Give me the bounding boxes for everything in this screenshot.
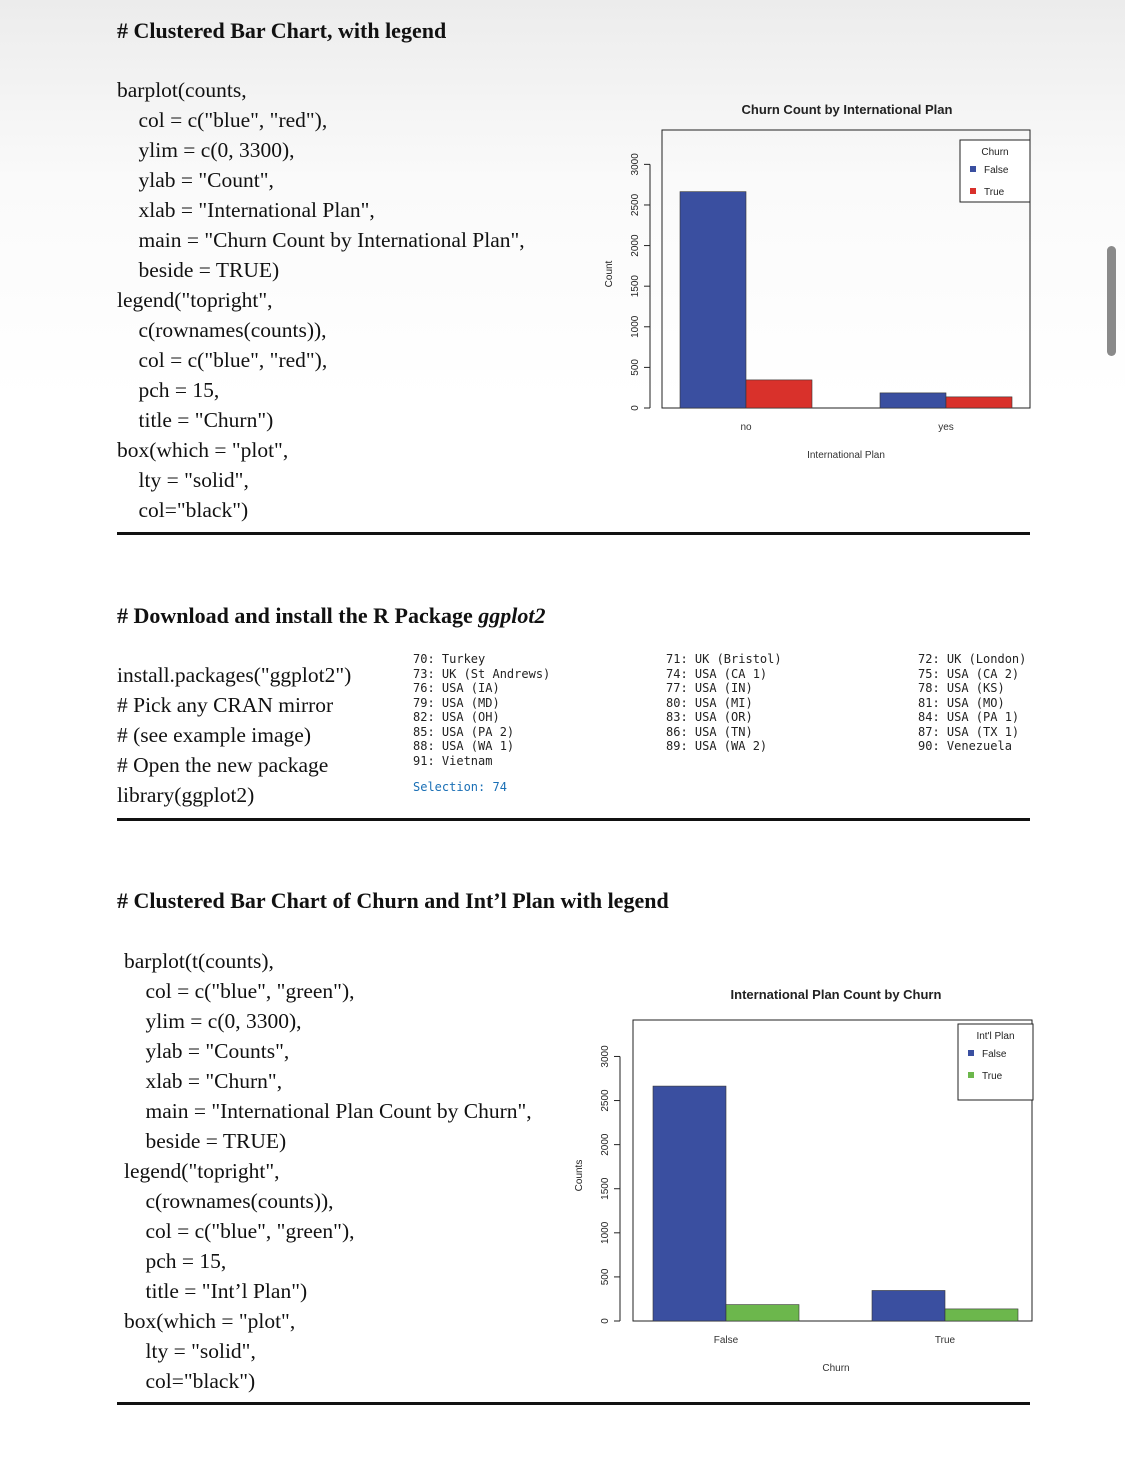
section1-divider [117,532,1030,535]
code-line: barplot(t(counts), [124,949,274,973]
legend-label: True [982,1071,1003,1082]
code-line: c(rownames(counts)), [117,318,327,342]
bar-yes-false [880,393,946,408]
x-axis-label: Churn [822,1363,850,1374]
code-line: ylim = c(0, 3300), [124,1009,302,1033]
code-line: box(which = "plot", [117,438,289,462]
mirror-item: 71: UK (Bristol) [666,652,782,666]
y-tick-label: 2000 [600,1133,611,1156]
mirror-item: 81: USA (MO) [918,695,1005,710]
y-tick-label: 2500 [630,193,641,217]
bar-no-true [746,380,812,408]
code-line: ylim = c(0, 3300), [117,138,295,162]
section2-heading: # Download and install the R Package ggplot2 [117,603,546,628]
y-tick-label: 500 [630,359,641,376]
mirror-item: 87: USA (TX 1) [918,724,1020,739]
package-name: ggplot2 [478,603,546,628]
y-tick-label: 3000 [600,1045,611,1068]
legend-swatch [970,166,976,172]
bar-no-false [680,192,746,408]
chart-title: Churn Count by International Plan [741,102,953,117]
mirror-item: 76: USA (IA) [413,681,500,695]
section1-heading: # Clustered Bar Chart, with legend [117,18,447,43]
y-tick-label: 0 [600,1318,611,1324]
code-line: lty = "solid", [124,1339,256,1363]
cran-mirror-column-2 [666,652,782,754]
x-category-label: no [740,422,752,433]
mirror-item: 78: USA (KS) [918,681,1005,695]
legend-swatch [970,188,976,194]
bar-false-true [726,1305,799,1321]
section1-code [117,75,525,525]
code-line: col="black") [124,1369,256,1393]
x-category-label: True [934,1335,956,1346]
section2-code [117,660,351,810]
bar-true-true [945,1309,1018,1321]
cran-mirror-column-1 [413,652,550,768]
mirror-item: 89: USA (WA 2) [666,739,768,753]
code-line: barplot(counts, [117,78,247,102]
mirror-item: 91: Vietnam [413,753,493,768]
y-tick-label: 1000 [630,315,641,338]
code-line: ylab = "Counts", [124,1039,290,1063]
code-line: col = c("blue", "green"), [124,1219,355,1243]
y-axis-label: Count [604,260,615,288]
chart-churn-by-intl-plan [600,90,1050,470]
legend-label: False [982,1049,1007,1060]
mirror-item: 73: UK (St Andrews) [413,666,551,681]
bar-false-false [653,1086,726,1321]
y-tick-label: 1000 [600,1221,611,1244]
code-line: legend("topright", [117,288,273,312]
legend-swatch [968,1072,974,1078]
mirror-item: 83: USA (OR) [666,710,753,724]
code-line: lty = "solid", [117,468,249,492]
legend-title: Int'l Plan [976,1031,1015,1042]
mirror-item: 82: USA (OH) [413,710,500,724]
code-line: pch = 15, [117,378,220,402]
mirror-item: 90: Venezuela [918,739,1012,753]
legend-swatch [968,1050,974,1056]
code-line: ylab = "Count", [117,168,274,192]
y-tick-label: 2000 [630,234,641,257]
y-tick-label: 1500 [630,275,641,298]
x-category-label: yes [938,422,954,433]
code-line: pch = 15, [124,1249,227,1273]
mirror-item: 88: USA (WA 1) [413,739,515,753]
section3-divider [117,1402,1030,1405]
mirror-item: 84: USA (PA 1) [918,710,1020,724]
mirror-item: 79: USA (MD) [413,695,500,710]
mirror-item: 80: USA (MI) [666,695,753,710]
legend-label: False [984,165,1009,176]
code-line: xlab = "Churn", [124,1069,283,1093]
code-line: # Pick any CRAN mirror [117,693,334,717]
y-tick-label: 0 [630,405,641,411]
code-line: # Open the new package [117,753,329,777]
x-axis-label: International Plan [807,450,885,461]
code-line: main = "Churn Count by International Plan", [117,228,525,252]
code-line: c(rownames(counts)), [124,1189,334,1213]
mirror-item: 86: USA (TN) [666,724,753,739]
code-line: main = "International Plan Count by Churn", [124,1099,532,1123]
code-line: xlab = "International Plan", [117,198,375,222]
code-line: col = c("blue", "green"), [124,979,355,1003]
code-line: # (see example image) [117,723,312,747]
y-tick-label: 500 [600,1268,611,1286]
code-line: beside = TRUE) [117,258,280,282]
bar-true-false [872,1290,945,1321]
y-tick-label: 3000 [630,153,641,176]
mirror-selection: Selection: 74 [413,780,507,794]
chart-intl-plan-by-churn [570,975,1050,1390]
cran-mirror-column-3 [918,652,1026,754]
code-line: col = c("blue", "red"), [117,108,328,132]
y-tick-label: 1500 [600,1177,611,1200]
code-line: col = c("blue", "red"), [117,348,328,372]
section2-divider [117,818,1030,821]
code-line: beside = TRUE) [124,1129,287,1153]
code-line: box(which = "plot", [124,1309,296,1333]
legend-title: Churn [981,147,1009,158]
mirror-item: 74: USA (CA 1) [666,666,768,681]
bar-yes-true [946,397,1012,408]
chart-title: International Plan Count by Churn [730,987,942,1002]
code-line: title = "Int’l Plan") [124,1279,308,1303]
code-line: legend("topright", [124,1159,280,1183]
code-line: library(ggplot2) [117,783,255,807]
mirror-item: 72: UK (London) [918,652,1027,666]
code-line: title = "Churn") [117,408,274,432]
code-line: col="black") [117,498,249,522]
mirror-item: 70: Turkey [413,652,486,666]
code-line: install.packages("ggplot2") [117,663,352,687]
scrollbar-thumb[interactable] [1107,246,1116,356]
section3-heading: # Clustered Bar Chart of Churn and Int’l Plan with legend [117,888,669,913]
x-category-label: False [713,1335,739,1346]
y-tick-label: 2500 [600,1089,611,1112]
mirror-item: 75: USA (CA 2) [918,666,1020,681]
legend-label: True [984,187,1005,198]
y-axis-label: Counts [574,1159,585,1192]
section3-code [124,946,532,1396]
mirror-item: 77: USA (IN) [666,681,753,695]
mirror-item: 85: USA (PA 2) [413,724,515,739]
